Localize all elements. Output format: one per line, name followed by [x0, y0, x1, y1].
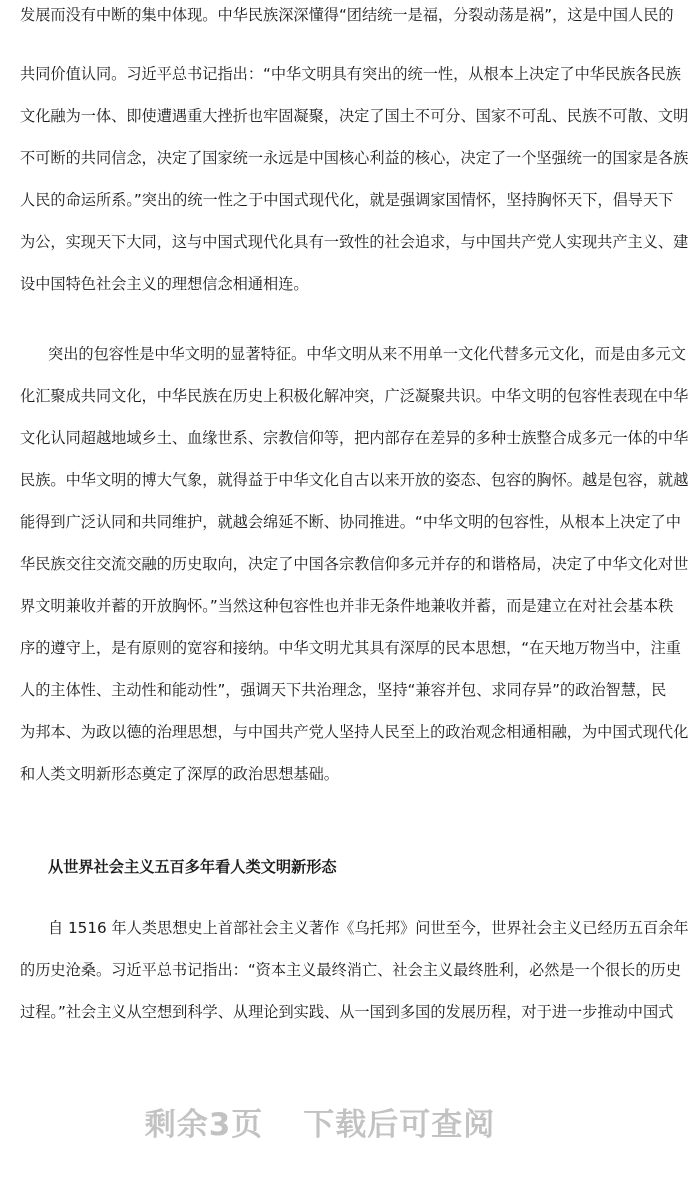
download-to-read-banner[interactable] [0, 1096, 640, 1146]
text-line: 共同价值认同。习近平总书记指出：“中华文明具有突出的统一性，从根本上决定了中华民族各民族 [20, 65, 681, 83]
text-line: 不可断的共同信念，决定了国家统一永远是中国核心利益的核心，决定了一个坚强统一的国家是各族 [20, 149, 689, 167]
text-line: 文化认同超越地域乡土、血缘世系、宗教信仰等，把内部存在差异的多种士族整合成多元一体的中华 [20, 429, 689, 447]
text-line: 过程。”社会主义从空想到科学、从理论到实践、从一国到多国的发展历程，对于进一步推动中国式 [20, 1003, 674, 1021]
text-line: 突出的包容性是中华文明的显著特征。中华文明从来不用单一文化代替多元文化，而是由多元文 [48, 345, 686, 363]
text-line: 能得到广泛认同和共同维护，就越会绵延不断、协同推进。“中华文明的包容性，从根本上决定了中 [20, 513, 681, 531]
download-to-read-label[interactable]: 下载后可查阅 [303, 1106, 496, 1143]
text-line: 民族。中华文明的博大气象，就得益于中华文化自古以来开放的姿态、包容的胸怀。越是包容，就越 [20, 471, 689, 489]
text-line: 化汇聚成共同文化，中华民族在历史上积极化解冲突，广泛凝聚共识。中华文明的包容性表现在中华 [20, 387, 689, 405]
remaining-pages-label: 剩余3页 [144, 1106, 264, 1143]
text-line: 为邦本、为政以德的治理思想，与中国共产党人坚持人民至上的政治观念相通相融，为中国式现代化 [20, 723, 689, 741]
text-line: 自 1516 年人类思想史上首部社会主义著作《乌托邦》问世至今，世界社会主义已经历五百余年 [48, 919, 689, 937]
section-heading: 从世界社会主义五百多年看人类文明新形态 [48, 858, 337, 876]
text-line: 序的遵守上，是有原则的宽容和接纳。中华文明尤其具有深厚的民本思想，“在天地万物当中，注重 [20, 639, 681, 657]
text-line: 人的主体性、主动性和能动性”，强调天下共治理念，坚持“兼容并包、求同存异”的政治智慧，民 [20, 681, 667, 699]
text-line: 的历史沧桑。习近平总书记指出：“资本主义最终消亡、社会主义最终胜利，必然是一个很长的历史 [20, 961, 681, 979]
text-line: 华民族交往交流交融的历史取向，决定了中国各宗教信仰多元并存的和谐格局，决定了中华文化对世 [20, 555, 689, 573]
text-line: 文化融为一体、即使遭遇重大挫折也牢固凝聚，决定了国土不可分、国家不可乱、民族不可散、文明 [20, 107, 689, 125]
text-line: 界文明兼收并蓄的开放胸怀。”当然这种包容性也并非无条件地兼收并蓄，而是建立在对社会基本秩 [20, 597, 674, 615]
text-line: 和人类文明新形态奠定了深厚的政治思想基础。 [20, 765, 339, 783]
text-line: 发展而没有中断的集中体现。中华民族深深懂得“团结统一是福，分裂动荡是祸”，这是中国人民的 [20, 6, 674, 24]
text-line: 设中国特色社会主义的理想信念相通相连。 [20, 275, 309, 293]
text-line: 人民的命运所系。”突出的统一性之于中国式现代化，就是强调家国情怀，坚持胸怀天下，倡导天下 [20, 191, 674, 209]
text-line: 为公，实现天下大同，这与中国式现代化具有一致性的社会追求，与中国共产党人实现共产主义、建 [20, 233, 689, 251]
